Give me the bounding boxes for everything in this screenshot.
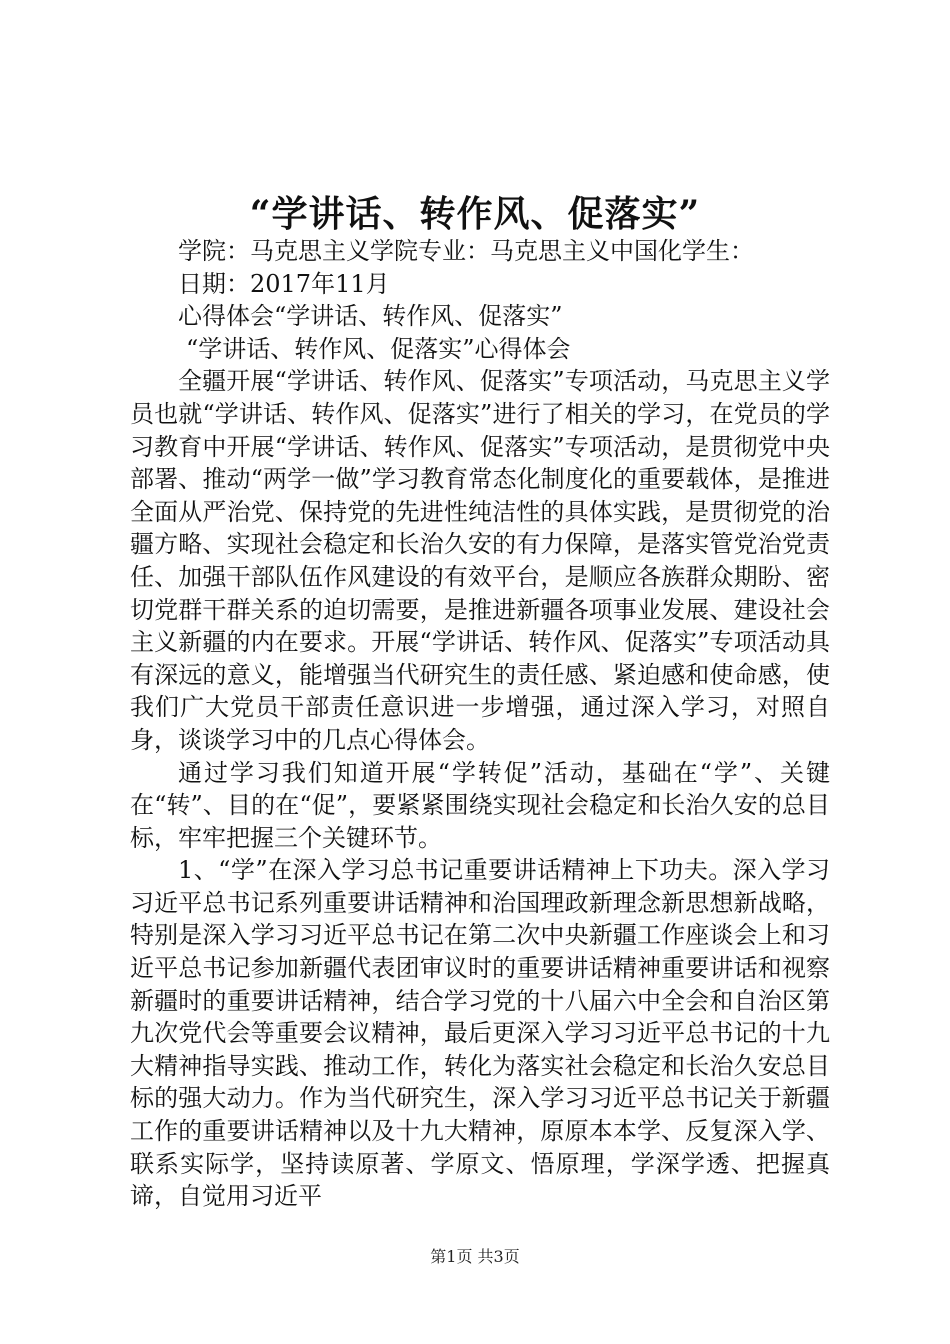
meta-line-school: 学院：马克思主义学院专业：马克思主义中国化学生： — [178, 237, 754, 265]
subtitle-line-1: 心得体会“学讲话、转作风、促落实” — [178, 302, 563, 331]
body-paragraph-1: 全疆开展“学讲话、转作风、促落实”专项活动，马克思主义学员也就“学讲话、转作风、促落实”进行了相关的学习，在党员的学习教育中开展“学讲话、转作风、促落实”专项活动，是贯彻党中央部署、推动“两学一做”学习教育常态化制度化的重要载体，是推进全面从严治党、保持党的先进性纯洁性的具体实践，是贯彻党的治疆方略、实现社会稳定和长治久安的有力保障，是落实管党治党责任、加强干部队伍作风建设的有效平台，是顺应各族群众期盼、密切党群干群关系的迫切需要，是推进新疆各项事业发展、建设社会主义新疆的内在要求。开展“学讲话、转作风、促落实”专项活动具有深远的意义，能增强当代研究生的责任感、紧迫感和使命感，使我们广大党员干部责任意识进一步增强，通过深入学习，对照自身，谈谈学习中的几点心得体会。 — [130, 367, 830, 754]
meta-line-date: 日期：2017年11月 — [178, 269, 390, 298]
document-body — [130, 235, 830, 1213]
document-title: “学讲话、转作风、促落实” — [249, 193, 701, 235]
body-paragraph-2: 通过学习我们知道开展“学转促”活动，基础在“学”、关键在“转”、目的在“促”，要紧紧围绕实现社会稳定和长治久安的总目标，牢牢把握三个关键环节。 — [130, 758, 830, 852]
body-paragraph-3: 1、“学”在深入学习总书记重要讲话精神上下功夫。深入学习习近平总书记系列重要讲话精神和治国理政新理念新思想新战略，特别是深入学习习近平总书记在第二次中央新疆工作座谈会上和习近平总书记参加新疆代表团审议时的重要讲话精神重要讲话和视察新疆时的重要讲话精神，结合学习党的十八届六中全会和自治区第九次党代会等重要会议精神，最后更深入学习习近平总书记的十九大精神指导实践、推动工作，转化为落实社会稳定和长治久安总目标的强大动力。作为当代研究生，深入学习习近平总书记关于新疆工作的重要讲话精神以及十九大精神，原原本本学、反复深入学、联系实际学，坚持读原著、学原文、悟原理，学深学透、把握真谛，自觉用习近平 — [130, 856, 830, 1211]
subtitle-line-2: “学讲话、转作风、促落实”心得体会 — [186, 334, 571, 363]
page-number-footer: 第1页 共3页 — [430, 1247, 520, 1266]
